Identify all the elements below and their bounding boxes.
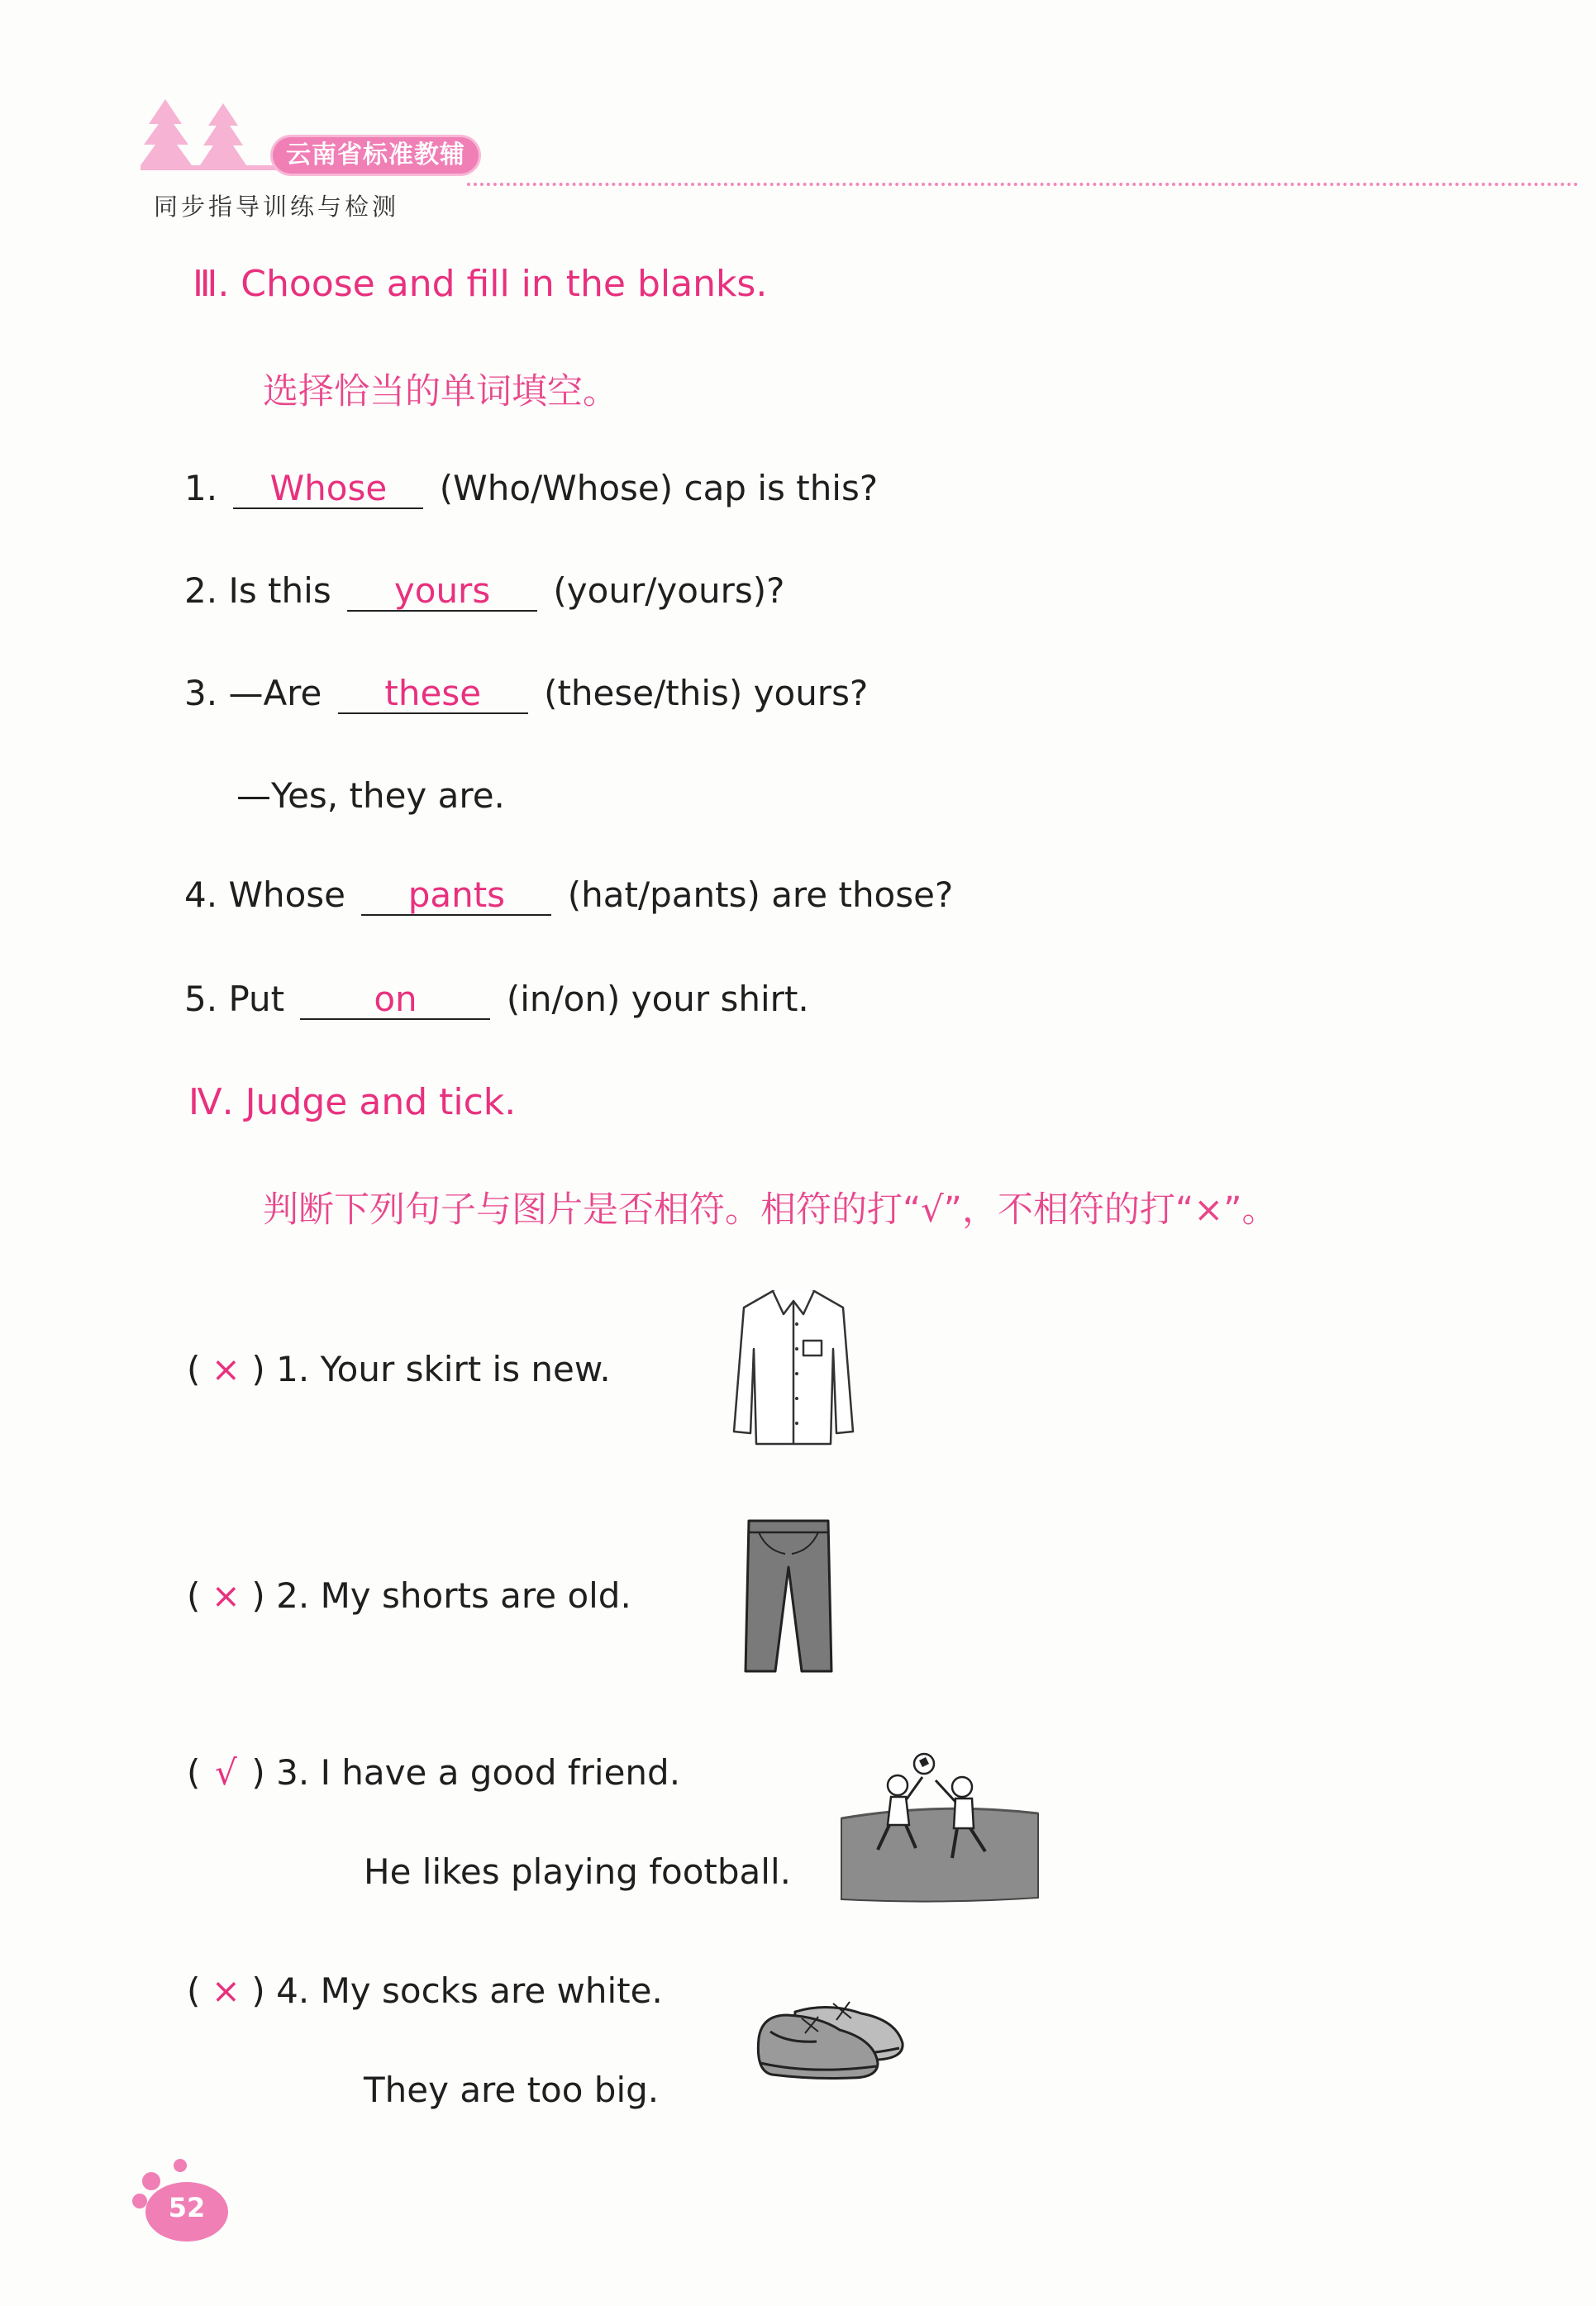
judge-item-3: ( √ ) 3. I have a good friend. xyxy=(187,1752,681,1793)
answer-blank: pants xyxy=(361,876,551,916)
judge-item-4: ( × ) 4. My socks are white. xyxy=(187,1970,663,2011)
item-text-before: Put xyxy=(228,979,285,1019)
football-players-icon xyxy=(840,1752,1040,1906)
judge-answer: × xyxy=(211,1349,241,1389)
answer-blank: Whose xyxy=(233,469,423,509)
judge-item-2: ( × ) 2. My shorts are old. xyxy=(187,1575,631,1616)
item-text: (Who/Whose) cap is this? xyxy=(439,468,879,508)
judge-text: 3. I have a good friend. xyxy=(276,1752,681,1793)
item-text-before: —Are xyxy=(228,673,322,713)
judge-item-4-line2: They are too big. xyxy=(364,2070,660,2110)
item-number: 4. xyxy=(184,874,218,915)
page-number: 52 xyxy=(168,2192,206,2223)
judge-text: 1. Your skirt is new. xyxy=(276,1349,611,1389)
answer-blank: yours xyxy=(347,572,537,612)
pants-icon xyxy=(742,1517,835,1676)
item-text: (in/on) your shirt. xyxy=(506,979,809,1019)
fill-item-2 xyxy=(184,570,784,612)
fill-item-4 xyxy=(184,874,953,916)
item-text: (hat/pants) are those? xyxy=(567,874,954,915)
judge-text: 4. My socks are white. xyxy=(276,1970,663,2011)
fill-item-1 xyxy=(184,468,878,509)
item-text-before: Whose xyxy=(228,874,346,915)
answer-blank: these xyxy=(338,674,528,714)
item-number: 3. xyxy=(184,673,218,713)
tree-logo-icon xyxy=(141,99,281,174)
section-3-instruction: 选择恰当的单词填空。 xyxy=(263,371,618,412)
fill-item-3-reply: —Yes, they are. xyxy=(236,775,505,816)
decor-dot xyxy=(142,2172,160,2190)
item-number: 5. xyxy=(184,979,218,1019)
fill-item-5 xyxy=(184,979,809,1020)
item-text: (these/this) yours? xyxy=(544,673,869,713)
item-text-before: Is this xyxy=(228,570,331,611)
series-badge: 云南省标准教辅 xyxy=(273,137,479,174)
section-4-instruction: 判断下列句子与图片是否相符。相符的打“√”，不相符的打“×”。 xyxy=(263,1189,1278,1231)
section-4-title: Ⅳ. Judge and tick. xyxy=(188,1081,517,1123)
section-3-title: Ⅲ. Choose and fill in the blanks. xyxy=(193,263,768,305)
shoes-icon xyxy=(754,1997,908,2083)
fill-item-3 xyxy=(184,673,868,714)
item-number: 1. xyxy=(184,468,218,508)
shirt-icon xyxy=(727,1283,860,1448)
answer-blank: on xyxy=(300,980,490,1020)
judge-answer: × xyxy=(211,1970,241,2011)
judge-answer: × xyxy=(211,1575,241,1616)
judge-answer: √ xyxy=(215,1752,237,1793)
book-subtitle: 同步指导训练与检测 xyxy=(154,193,400,221)
decor-dot xyxy=(174,2159,187,2172)
judge-text: 2. My shorts are old. xyxy=(276,1575,631,1616)
judge-item-3-line2: He likes playing football. xyxy=(364,1851,791,1892)
item-text: (your/yours)? xyxy=(553,570,785,611)
header-dotted-rule xyxy=(467,183,1579,186)
item-number: 2. xyxy=(184,570,218,611)
judge-item-1: ( × ) 1. Your skirt is new. xyxy=(187,1349,611,1389)
